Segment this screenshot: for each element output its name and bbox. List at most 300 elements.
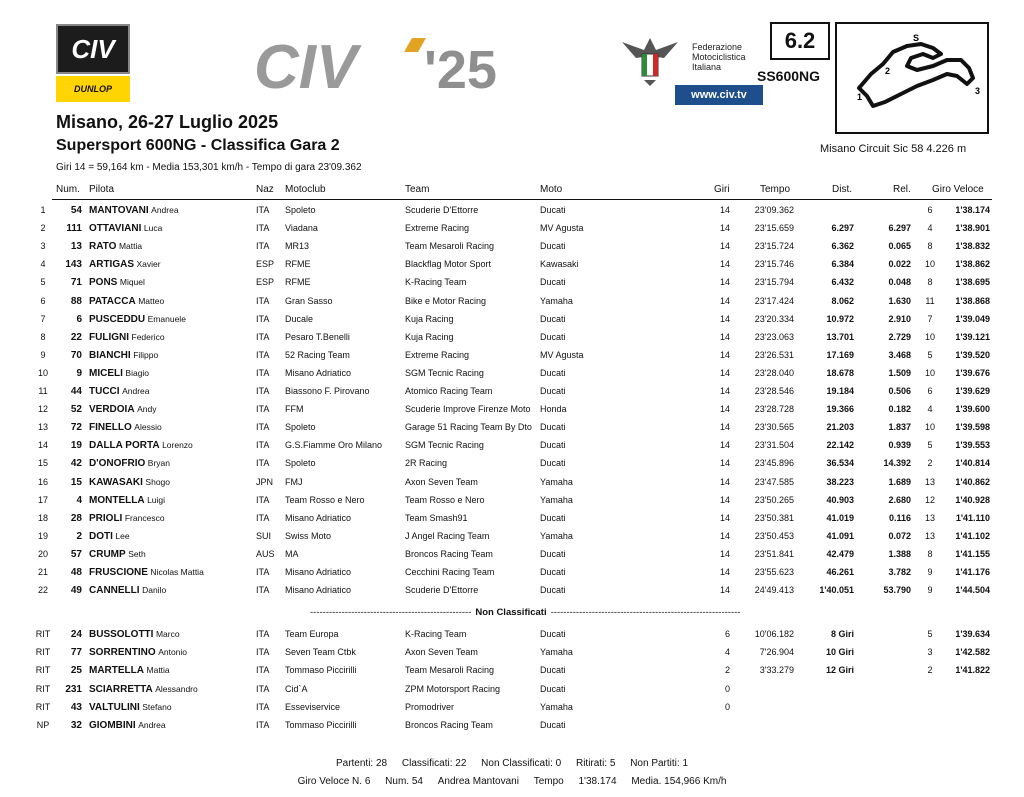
row-time: 23'50.453 [754, 530, 794, 541]
row-bike: MV Agusta [540, 349, 584, 360]
row-rider-surname: OTTAVIANI [89, 223, 142, 235]
row-motoclub: RFME [285, 277, 311, 288]
row-best-lap: 1'38.832 [955, 241, 990, 252]
row-best-lap: 1'39.676 [955, 367, 990, 378]
row-rider-firstname: Alessio [134, 422, 162, 433]
row-nationality: ITA [256, 701, 270, 712]
row-rider-firstname: Lee [115, 530, 130, 541]
row-motoclub: Swiss Moto [285, 530, 332, 541]
row-nationality: ITA [256, 223, 270, 234]
col-pilota: Pilota [89, 184, 115, 195]
row-nationality: SUI [256, 530, 272, 541]
row-gap: 19.184 [826, 386, 854, 396]
row-nationality: ITA [256, 367, 270, 378]
row-nationality: JPN [256, 476, 274, 487]
row-motoclub: Spoleto [285, 458, 316, 469]
row-best-lap: 1'42.582 [955, 647, 990, 658]
row-rider-firstname: Francesco [124, 512, 165, 523]
row-motoclub: MA [285, 548, 299, 559]
row-nationality: ITA [256, 512, 270, 523]
row-time: 23'15.746 [754, 259, 794, 270]
row-position: NP [36, 720, 50, 730]
row-best-lap: 1'41.822 [955, 665, 990, 676]
row-bike: Ducati [540, 313, 566, 324]
row-team: SGM Tecnic Racing [405, 367, 484, 378]
row-bike: Yamaha [540, 295, 573, 306]
row-nationality: ITA [256, 295, 270, 306]
row-best-lap-number: 12 [924, 494, 935, 505]
row-team: Broncos Racing Team [405, 720, 493, 730]
row-rider [89, 531, 130, 542]
row-best-lap-number: 8 [927, 548, 933, 559]
row-time: 23'31.504 [754, 440, 794, 451]
row-rider-surname: DALLA PORTA [89, 440, 160, 452]
row-number: 143 [65, 259, 82, 271]
row-time: 23'20.334 [754, 313, 794, 324]
non-classified-separator: --------------------------------------------------- Non Classificati ------------------------------------------------------------ [310, 607, 741, 618]
row-rider-surname: MICELI [89, 367, 123, 379]
table-row [0, 458, 1024, 476]
col-moto: Moto [540, 184, 563, 195]
row-gap: 42.479 [826, 548, 854, 559]
row-rider-firstname: Nicolas Mattia [150, 567, 204, 577]
row-rider-surname: VALTULINI [89, 701, 140, 713]
row-gap: 21.203 [826, 422, 854, 433]
row-number: 28 [70, 512, 82, 524]
row-interval: 1.388 [888, 548, 911, 559]
row-gap: 36.534 [826, 458, 854, 469]
turn-label: 3 [975, 86, 981, 96]
civ-logo-text: CIV [254, 33, 358, 100]
row-number: 6 [76, 313, 82, 325]
row-best-lap: 1'39.600 [955, 404, 990, 415]
row-best-lap-number: 5 [927, 629, 933, 639]
row-rider-surname: SCIARRETTA [89, 683, 153, 695]
row-best-lap: 1'39.553 [955, 440, 990, 451]
row-number: 19 [70, 440, 82, 452]
row-number: 44 [70, 386, 82, 397]
row-best-lap: 1'41.176 [955, 567, 990, 577]
row-time: 23'26.531 [754, 349, 794, 360]
row-gap: 8 Giri [830, 629, 854, 639]
row-position: 21 [37, 567, 48, 577]
row-best-lap: 1'41.102 [955, 530, 990, 541]
row-motoclub: G.S.Fiamme Oro Milano [285, 440, 383, 451]
row-number: 77 [70, 647, 82, 659]
row-laps: 14 [719, 205, 730, 215]
row-best-lap-number: 2 [927, 458, 933, 469]
row-team: Broncos Racing Team [405, 548, 493, 559]
row-bike: Yamaha [540, 530, 573, 541]
row-team: Promodriver [405, 701, 455, 712]
row-motoclub: Misano Adriatico [285, 512, 352, 523]
row-bike: Yamaha [540, 476, 573, 487]
row-rider [89, 702, 172, 713]
row-best-lap-number: 13 [924, 512, 935, 523]
row-bike: Ducati [540, 205, 566, 215]
row-motoclub: Spoleto [285, 422, 316, 433]
row-number: 43 [70, 701, 82, 713]
row-laps: 14 [719, 530, 730, 541]
row-rider [89, 205, 179, 216]
civ25-logo [254, 30, 524, 100]
row-best-lap: 1'39.598 [955, 422, 990, 433]
row-nationality: AUS [256, 548, 275, 559]
row-laps: 14 [719, 440, 730, 451]
row-number: 49 [70, 585, 82, 597]
row-nationality: ESP [256, 259, 275, 270]
row-bike: Ducati [540, 367, 566, 378]
row-time: 23'17.424 [754, 295, 794, 306]
row-bike: Ducati [540, 629, 566, 639]
row-best-lap: 1'39.121 [955, 331, 990, 342]
row-interval: 0.506 [888, 386, 911, 396]
row-best-lap: 1'40.862 [955, 476, 990, 487]
row-position: 14 [37, 440, 48, 451]
fastest-lap-rider: Andrea Mantovani [437, 776, 519, 787]
row-bike: Ducati [540, 512, 566, 523]
row-interval: 2.680 [888, 494, 911, 505]
table-row [0, 549, 1024, 567]
row-rider-surname: KAWASAKI [89, 476, 143, 488]
fmi-eagle-logo [620, 28, 680, 88]
row-laps: 14 [719, 476, 730, 487]
row-interval: 2.910 [888, 313, 911, 324]
row-nationality: ITA [256, 585, 270, 596]
table-row [0, 332, 1024, 350]
row-position: 3 [40, 241, 46, 252]
row-team: Atomico Racing Team [405, 386, 493, 396]
row-gap: 1'40.051 [819, 585, 854, 596]
row-laps: 0 [724, 683, 730, 694]
table-row [0, 350, 1024, 368]
row-bike: Ducati [540, 567, 566, 577]
table-row [0, 422, 1024, 440]
row-laps: 4 [724, 647, 730, 658]
stat-partenti: Partenti: 28 [335, 758, 388, 769]
row-bike: Ducati [540, 440, 566, 451]
row-team: SGM Tecnic Racing [405, 440, 484, 451]
table-row [0, 585, 1024, 603]
row-team: ZPM Motorsport Racing [405, 683, 501, 694]
row-number: 48 [70, 567, 82, 578]
row-motoclub: Cid`A [285, 683, 308, 694]
row-team: K-Racing Team [405, 629, 467, 639]
row-motoclub: Misano Adriatico [285, 367, 352, 378]
row-rider-firstname: Stefano [142, 701, 172, 712]
fastest-lap-summary [0, 776, 1024, 787]
row-time: 23'50.265 [754, 494, 794, 505]
col-team: Team [405, 184, 430, 195]
row-rider-firstname: Andrea [122, 386, 150, 396]
row-rider [89, 549, 146, 560]
row-best-lap-number: 6 [927, 386, 933, 396]
row-time: 24'49.413 [754, 585, 794, 596]
row-position: 13 [37, 422, 48, 433]
row-gap: 22.142 [826, 440, 854, 451]
row-best-lap-number: 10 [924, 259, 935, 270]
row-interval: 0.116 [888, 512, 911, 523]
row-best-lap: 1'41.110 [955, 512, 990, 523]
fmi-name [692, 42, 746, 72]
row-rider-surname: FULIGNI [89, 331, 129, 343]
row-bike: Yamaha [540, 647, 573, 658]
row-interval: 53.790 [883, 585, 911, 596]
row-gap: 41.091 [826, 530, 854, 541]
fastest-lap-time-label: Tempo [533, 776, 564, 787]
col-motoclub: Motoclub [285, 184, 326, 195]
row-nationality: ITA [256, 720, 270, 730]
table-row [0, 477, 1024, 495]
row-rider-surname: SORRENTINO [89, 647, 156, 659]
row-nationality: ITA [256, 665, 270, 676]
row-bike: Ducati [540, 241, 566, 252]
table-row [0, 440, 1024, 458]
row-team: Scuderie D'Ettorre [405, 585, 479, 596]
col-dist: Dist. [832, 184, 852, 195]
row-position: 1 [40, 205, 46, 215]
row-nationality: ITA [256, 683, 270, 694]
row-laps: 14 [719, 458, 730, 469]
row-laps: 14 [719, 386, 730, 396]
dunlop-badge-text: DUNLOP [56, 76, 130, 102]
row-nationality: ESP [256, 277, 275, 288]
row-position: RIT [35, 683, 51, 694]
stat-non-classificati: Non Classificati: 0 [481, 758, 562, 769]
row-position: 4 [40, 259, 46, 270]
row-nationality: ITA [256, 404, 270, 415]
row-team: 2R Racing [405, 458, 448, 469]
table-row [0, 684, 1024, 702]
table-row [0, 368, 1024, 386]
row-position: 8 [40, 331, 46, 342]
row-position: 20 [37, 548, 48, 559]
class-label: SS600NG [757, 68, 821, 84]
row-position: 5 [40, 277, 46, 288]
row-best-lap-number: 7 [927, 313, 933, 324]
year-logo-text: '25 [424, 40, 497, 100]
row-rider [89, 477, 170, 488]
row-laps: 14 [719, 548, 730, 559]
row-motoclub: Misano Adriatico [285, 567, 352, 577]
row-rider-surname: PRIOLI [89, 512, 123, 524]
row-rider [89, 386, 150, 397]
row-rider-firstname: Biagio [125, 367, 150, 378]
row-number: 71 [70, 277, 82, 289]
row-team: Blackflag Motor Sport [405, 259, 492, 270]
row-interval: 0.072 [888, 530, 911, 541]
row-gap: 38.223 [826, 476, 854, 487]
table-row [0, 513, 1024, 531]
row-number: 57 [70, 548, 82, 560]
row-time: 23'15.724 [754, 241, 794, 252]
row-nationality: ITA [256, 205, 270, 215]
row-team: Cecchini Racing Team [405, 567, 495, 577]
row-time: 23'15.794 [754, 277, 794, 288]
col-giri: Giri [714, 184, 730, 195]
row-laps: 6 [724, 629, 730, 639]
row-interval: 3.782 [888, 567, 911, 577]
row-position: 19 [37, 530, 48, 541]
row-rider-firstname: Marco [155, 629, 180, 639]
row-position: 16 [37, 476, 48, 487]
row-best-lap-number: 4 [927, 404, 933, 415]
row-best-lap-number: 6 [927, 205, 933, 215]
row-bike: Ducati [540, 720, 566, 730]
row-motoclub: 52 Racing Team [285, 349, 350, 360]
row-best-lap: 1'38.901 [955, 223, 990, 234]
row-laps: 14 [719, 585, 730, 596]
row-time: 23'51.841 [754, 548, 794, 559]
row-number: 54 [70, 205, 82, 216]
row-interval: 0.065 [888, 241, 911, 252]
row-number: 32 [70, 720, 82, 731]
row-best-lap-number: 11 [925, 295, 935, 306]
table-row [0, 223, 1024, 241]
row-motoclub: Esseviservice [285, 701, 341, 712]
row-gap: 40.903 [826, 494, 854, 505]
row-best-lap-number: 8 [927, 277, 933, 288]
row-nationality: ITA [256, 647, 270, 658]
table-row [0, 629, 1024, 647]
row-time: 7'26.904 [759, 647, 794, 658]
row-best-lap-number: 9 [927, 567, 933, 577]
row-rider-surname: ARTIGAS [89, 259, 134, 271]
row-best-lap: 1'44.504 [955, 585, 990, 596]
row-bike: MV Agusta [540, 223, 584, 234]
col-num: Num. [56, 184, 80, 195]
row-rider [89, 629, 180, 640]
table-row [0, 702, 1024, 720]
track-layout-icon [837, 24, 987, 132]
row-number: 231 [65, 683, 82, 695]
row-rider-firstname: Federico [131, 331, 165, 342]
row-position: 18 [37, 512, 48, 523]
row-gap: 13.701 [826, 331, 854, 342]
row-interval: 0.048 [888, 277, 911, 288]
row-number: 2 [76, 530, 82, 542]
table-row [0, 241, 1024, 259]
row-rider-surname: FRUSCIONE [89, 567, 148, 578]
table-row [0, 296, 1024, 314]
row-rider [89, 567, 204, 578]
row-number: 9 [76, 367, 82, 379]
row-team: Scuderie D'Ettorre [405, 205, 479, 215]
header-divider [52, 199, 992, 200]
row-laps: 14 [719, 422, 730, 433]
row-laps: 14 [719, 223, 730, 234]
row-time: 3'33.279 [759, 665, 794, 676]
fastest-lap-rider-num: Num. 54 [385, 776, 423, 787]
row-time: 23'50.381 [754, 512, 794, 523]
row-gap: 41.019 [826, 512, 854, 523]
row-rider-firstname: Seth [128, 548, 146, 559]
row-best-lap: 1'39.629 [955, 386, 990, 396]
row-laps: 14 [719, 404, 730, 415]
row-gap: 6.384 [831, 259, 854, 270]
row-rider-surname: CRUMP [89, 548, 126, 560]
row-nationality: ITA [256, 349, 270, 360]
table-row [0, 277, 1024, 295]
table-row [0, 665, 1024, 683]
row-best-lap-number: 10 [924, 422, 935, 433]
row-rider-firstname: Emanuele [147, 313, 186, 324]
row-laps: 0 [724, 701, 730, 712]
round-number: 6.2 [770, 22, 830, 60]
row-rider-firstname: Andy [137, 404, 157, 415]
row-best-lap: 1'39.049 [955, 313, 990, 324]
turn-label: S [913, 33, 920, 43]
fmi-line-1: Federazione [692, 42, 743, 52]
table-row [0, 386, 1024, 404]
row-team: J Angel Racing Team [405, 530, 490, 541]
row-rider-surname: PUSCEDDU [89, 313, 146, 325]
row-laps: 14 [719, 512, 730, 523]
row-interval: 0.022 [888, 259, 911, 270]
row-number: 13 [70, 241, 82, 253]
row-rider-surname: VERDOIA [89, 404, 135, 416]
row-rider-firstname: Filippo [133, 349, 159, 360]
row-laps: 14 [719, 349, 730, 360]
row-gap: 46.261 [826, 567, 854, 577]
table-row [0, 567, 1024, 585]
row-rider [89, 296, 164, 307]
table-row [0, 314, 1024, 332]
row-time: 23'30.565 [754, 422, 794, 433]
row-nationality: ITA [256, 331, 270, 342]
row-position: 6 [40, 295, 46, 306]
row-gap: 8.062 [831, 295, 854, 306]
row-best-lap: 1'40.814 [955, 458, 990, 469]
row-best-lap: 1'38.862 [955, 259, 990, 270]
row-rider-surname: TUCCI [89, 386, 120, 397]
row-team: Bike e Motor Racing [405, 295, 487, 306]
row-laps: 2 [724, 665, 730, 676]
row-laps: 14 [719, 241, 730, 252]
row-position: 15 [37, 458, 48, 469]
row-bike: Ducati [540, 548, 566, 559]
row-motoclub: FMJ [285, 476, 303, 487]
row-gap: 6.432 [831, 277, 854, 288]
row-rider [89, 495, 165, 506]
civ-badge-text: CIV [56, 24, 130, 74]
row-gap: 12 Giri [825, 665, 854, 676]
table-row [0, 495, 1024, 513]
event-title: Misano, 26-27 Luglio 2025 [56, 112, 279, 132]
row-number: 22 [70, 331, 82, 343]
row-rider [89, 404, 156, 415]
website-link[interactable]: www.civ.tv [675, 85, 763, 105]
turn-label: 1 [857, 92, 863, 102]
stat-classificati: Classificati: 22 [401, 758, 467, 769]
row-position: RIT [35, 647, 51, 658]
row-rider-firstname: Bryan [147, 458, 170, 469]
row-gap: 19.366 [826, 404, 854, 415]
row-team: Axon Seven Team [405, 476, 478, 487]
row-motoclub: Spoleto [285, 205, 316, 215]
fmi-line-3: Italiana [692, 62, 722, 72]
row-number: 70 [70, 349, 82, 361]
col-naz: Naz [256, 184, 274, 195]
row-position: RIT [35, 701, 51, 712]
row-rider [89, 647, 187, 658]
row-interval: 14.392 [883, 458, 911, 469]
table-row [0, 259, 1024, 277]
row-best-lap-number: 8 [927, 241, 933, 252]
row-laps: 14 [719, 277, 730, 288]
row-team: Extreme Racing [405, 223, 470, 234]
table-row [0, 720, 1024, 738]
